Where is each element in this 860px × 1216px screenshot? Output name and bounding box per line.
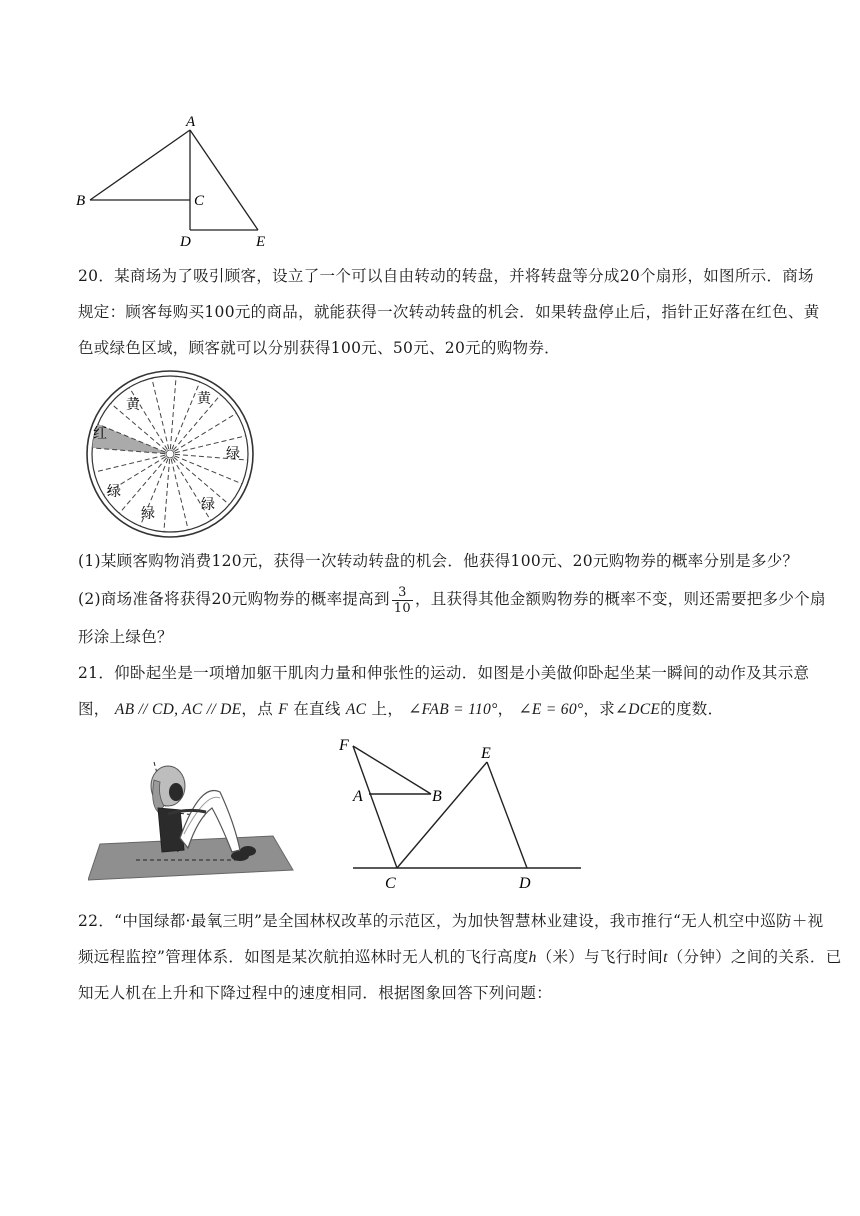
q21-parallel-condition: AB // CD, AC // DE — [114, 701, 242, 718]
triangle-figure-19 — [70, 112, 280, 254]
q21-text-f: ，求 — [583, 700, 616, 718]
question-20-sub-2-text-b: ，且获得其他金额购物券的概率不变，则还需要把多少个扇 — [414, 590, 826, 608]
segment-ab — [90, 130, 190, 200]
question-20-line-2: 规定：顾客每购买100元的商品，就能获得一次转动转盘的机会．如果转盘停止后，指针正好落在红色、黄 — [78, 303, 820, 321]
segment-ae — [190, 130, 258, 230]
question-20-sub-2-line-2: 形涂上绿色？ — [78, 628, 173, 646]
label-green-1: 绿 — [226, 447, 240, 462]
label-red: 红 — [93, 427, 107, 442]
segment-fb — [353, 746, 431, 794]
label-green-2: 绿 — [107, 485, 121, 500]
label-d: D — [519, 875, 531, 892]
question-22-line-1: 22．“中国绿都·最氧三明”是全国林权改革的示范区，为加快智慧林业建设，我市推行“无人机空中巡防＋视 — [78, 912, 824, 930]
question-22-text — [78, 903, 842, 1011]
question-20-text — [78, 258, 820, 366]
spinner-wheel-figure — [84, 368, 256, 540]
label-yellow-1: 黄 — [126, 398, 140, 413]
label-c: C — [194, 193, 205, 209]
label-c: C — [385, 875, 396, 892]
person-shoe-2 — [240, 846, 256, 856]
question-20-sub-2-text-a: (2)商场准备将获得20元购物券的概率提高到 — [78, 590, 390, 608]
q22-text-b: （米）与飞行时间 — [536, 948, 664, 966]
segment-ce — [397, 762, 487, 868]
label-green-4: 绿 — [141, 507, 155, 522]
situp-illustration — [88, 752, 298, 884]
question-21-line-1: 21．仰卧起坐是一项增加躯干肌肉力量和伸张性的运动．如图是小美做仰卧起坐某一瞬间的动作及其示意 — [78, 664, 810, 682]
q21-line-ac: AC — [345, 701, 367, 718]
question-21-line-2 — [78, 691, 783, 727]
q22-variable-h: h — [528, 949, 537, 966]
person-face-shadow — [169, 783, 183, 801]
q22-text-c: （分钟）之间的关系．已 — [667, 948, 842, 966]
segment-ed — [487, 762, 527, 868]
question-22-line-3: 知无人机在上升和下降过程中的速度相同．根据图象回答下列问题： — [78, 984, 553, 1002]
question-20-line-3: 色或绿色区域，顾客就可以分别获得100元、50元、20元的购物券． — [78, 339, 560, 357]
label-b: B — [432, 788, 442, 805]
question-21-text — [78, 655, 810, 727]
fraction-numerator: 3 — [392, 585, 413, 601]
q21-text-b: ，点 — [241, 700, 273, 718]
fraction-denominator: 10 — [393, 600, 411, 616]
label-d: D — [180, 234, 191, 250]
line-fc — [353, 746, 397, 868]
label-f: F — [339, 737, 349, 754]
q21-text-g: 的度数． — [660, 700, 724, 718]
q21-text-c: 在直线 — [293, 700, 341, 718]
q21-point-f: F — [278, 701, 289, 718]
q21-text-d: 上， — [371, 700, 404, 718]
question-20-subquestions — [78, 543, 826, 655]
label-a: A — [353, 788, 363, 805]
q21-angle-e: ∠E = 60° — [518, 701, 584, 718]
label-b: B — [76, 193, 86, 209]
q22-text-a: 频远程监控”管理体系．如图是某次航拍巡林时无人机的飞行高度 — [78, 948, 529, 966]
label-yellow-2: 黄 — [197, 392, 211, 407]
label-a: A — [186, 114, 196, 130]
question-20-sub-1: (1)某顾客购物消费120元，获得一次转动转盘的机会．他获得100元、20元购物券的概率分别是多少？ — [78, 552, 799, 570]
question-22-line-2 — [78, 939, 842, 975]
label-e: E — [256, 234, 266, 250]
q21-text-e: ， — [497, 700, 514, 718]
label-green-3: 绿 — [201, 498, 215, 513]
label-e: E — [481, 745, 491, 762]
fraction-three-tenths — [392, 585, 413, 616]
geometry-figure-21 — [333, 732, 588, 894]
wheel-center — [166, 450, 174, 458]
q22-variable-t: t — [663, 949, 668, 966]
question-20-sub-2 — [78, 579, 826, 619]
q21-text-a: 图， — [78, 700, 110, 718]
question-20-line-1: 20．某商场为了吸引顾客，设立了一个可以自由转动的转盘，并将转盘等分成20个扇形，如图所示．商场 — [78, 267, 814, 285]
q21-angle-dce: ∠DCE — [615, 701, 661, 718]
q21-angle-fab: ∠FAB = 110° — [408, 701, 498, 718]
